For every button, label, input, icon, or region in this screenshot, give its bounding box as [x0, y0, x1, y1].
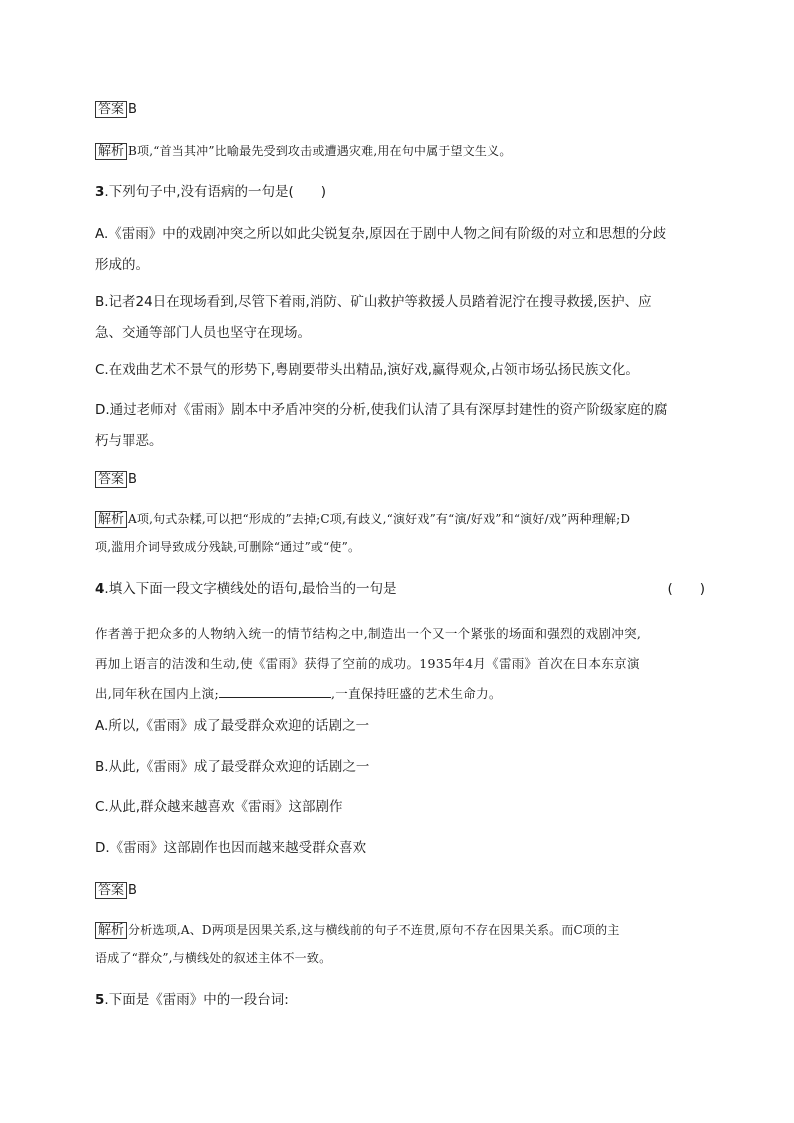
answer-value: B: [128, 472, 137, 487]
option-b-line-2: 急、交通等部门人员也坚守在现场。: [95, 325, 311, 341]
option-a-line: A.所以,《雷雨》成了最受群众欢迎的话剧之一: [95, 718, 370, 734]
question-number: 3: [95, 184, 105, 200]
option-c-line: C.从此,群众越来越喜欢《雷雨》这部剧作: [95, 799, 343, 815]
answer-value: B: [128, 102, 137, 117]
explanation-line-2: 语成了“群众”,与横线处的叙述主体不一致。: [95, 951, 332, 965]
explanation-block: [95, 143, 705, 160]
option-d-line: D.《雷雨》这部剧作也因而越来越受群众喜欢: [95, 840, 367, 856]
option-b: [95, 293, 705, 343]
explanation-line-1: A项,句式杂糅,可以把“形成的”去掉;C项,有歧义,“演好戏”有“演/好戏”和“演好/戏”两种理解;D: [128, 512, 631, 526]
option-a: [95, 717, 705, 736]
option-d: [95, 839, 705, 858]
question-stem: .填入下面一段文字横线处的语句,最恰当的一句是: [104, 581, 397, 597]
option-d: [95, 401, 705, 451]
answer-label: 答案: [95, 882, 127, 899]
explanation-block: [95, 922, 705, 966]
answer-block: [95, 101, 705, 118]
passage-line-3-end: ,一直保持旺盛的艺术生命力。: [331, 686, 502, 701]
answer-label: 答案: [95, 471, 127, 488]
option-d-line-2: 朽与罪恶。: [95, 433, 163, 449]
explanation-line-1: 分析选项,A、D两项是因果关系,这与横线前的句子不连贯,原句不存在因果关系。而C项的主: [128, 923, 620, 937]
option-c-line: C.在戏曲艺术不景气的形势下,粤剧要带头出精品,演好戏,赢得观众,占领市场弘扬民族文化。: [95, 362, 639, 378]
answer-label: 答案: [95, 101, 127, 118]
option-a-line-1: A.《雷雨》中的戏剧冲突之所以如此尖锐复杂,原因在于剧中人物之间有阶级的对立和思想的分歧: [95, 226, 667, 242]
option-a: [95, 225, 705, 275]
question-3: [95, 183, 705, 202]
option-a-line-2: 形成的。: [95, 257, 149, 273]
explanation-label: 解析: [95, 511, 127, 528]
passage-line-2: 再加上语言的洁泼和生动,使《雷雨》获得了空前的成功。1935年4月《雷雨》首次在日本东京演: [95, 656, 640, 671]
explanation-block: [95, 511, 705, 555]
question-number: 4: [95, 581, 105, 597]
question-passage: [95, 619, 705, 709]
option-b-line-1: B.记者24日在现场看到,尽管下着雨,消防、矿山救护等救援人员踏着泥泞在搜寻救援,医护、应: [95, 294, 652, 310]
fill-blank: [219, 685, 331, 698]
answer-value: B: [128, 883, 137, 898]
option-d-line-1: D.通过老师对《雷雨》剧本中矛盾冲突的分析,使我们认清了具有深厚封建性的资产阶级家庭的腐: [95, 402, 668, 418]
answer-block: [95, 882, 705, 899]
question-stem: .下列句子中,没有语病的一句是( ): [104, 184, 327, 200]
question-stem: .下面是《雷雨》中的一段台词:: [104, 992, 289, 1008]
answer-block: [95, 471, 705, 488]
question-5: [95, 991, 705, 1010]
option-b: [95, 758, 705, 777]
passage-line-3-start: 出,同年秋在国内上演;: [95, 686, 219, 701]
explanation-line-2: 项,滥用介词导致成分残缺,可删除“通过”或“使”。: [95, 540, 361, 554]
explanation-text: B项,“首当其冲”比喻最先受到攻击或遭遇灾难,用在句中属于望文生义。: [128, 144, 512, 158]
option-c: [95, 361, 705, 380]
question-4: [95, 580, 705, 599]
explanation-label: 解析: [95, 143, 127, 160]
passage-line-1: 作者善于把众多的人物纳入统一的情节结构之中,制造出一个又一个紧张的场面和强烈的戏剧冲突,: [95, 626, 642, 641]
answer-parentheses: ( ): [667, 581, 705, 597]
explanation-label: 解析: [95, 922, 127, 939]
question-number: 5: [95, 992, 105, 1008]
option-c: [95, 798, 705, 817]
option-b-line: B.从此,《雷雨》成了最受群众欢迎的话剧之一: [95, 759, 370, 775]
